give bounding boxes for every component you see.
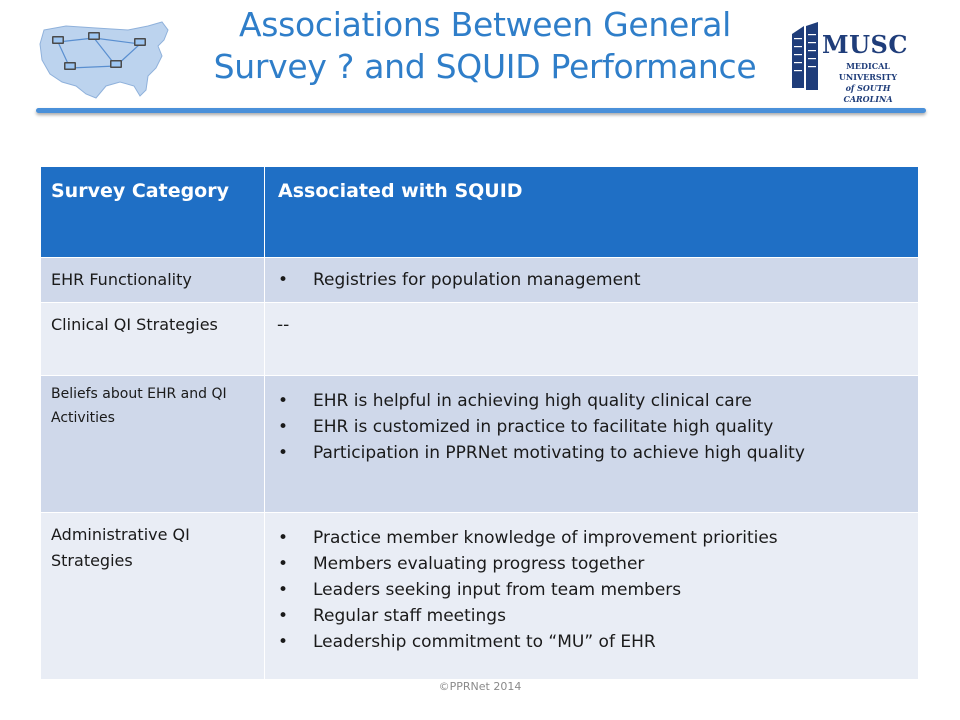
- table-header-row: [41, 167, 919, 258]
- survey-association-table: [40, 166, 919, 680]
- bullet-icon: •: [277, 554, 289, 574]
- bullet-icon: •: [277, 632, 289, 652]
- bullet-icon: •: [277, 528, 289, 548]
- table-row: [41, 303, 919, 376]
- list-item: • EHR is customized in practice to facilitate high quality: [277, 414, 918, 440]
- bullet-icon: •: [277, 580, 289, 600]
- list-item: • Members evaluating progress together: [277, 551, 918, 577]
- list-item: • Practice member knowledge of improvement priorities: [277, 525, 918, 551]
- bullet-icon: •: [277, 417, 289, 437]
- list-item: • Registries for population management: [277, 267, 918, 293]
- logo-subtitle: [820, 61, 916, 105]
- list-item: • Regular staff meetings: [277, 603, 918, 629]
- category-cell: Clinical QI Strategies: [41, 303, 265, 376]
- list-item: • Leaders seeking input from team members: [277, 577, 918, 603]
- category-cell: Administrative QI Strategies: [41, 513, 265, 680]
- logo-sub-line-2: of SOUTH CAROLINA: [843, 83, 893, 104]
- bullet-icon: •: [277, 270, 289, 290]
- header-associated-with-squid: Associated with SQUID: [265, 167, 919, 258]
- list-item: • Participation in PPRNet motivating to achieve high quality: [277, 440, 918, 466]
- title-line-2: Survey ? and SQUID Performance: [213, 47, 757, 86]
- bullet-icon: •: [277, 391, 289, 411]
- bullet-icon: •: [277, 443, 289, 463]
- category-cell: EHR Functionality: [41, 258, 265, 303]
- us-network-map-icon: [36, 16, 176, 108]
- table-row: [41, 258, 919, 303]
- table-row: [41, 513, 919, 680]
- title-line-1: Associations Between General: [238, 5, 732, 44]
- bullet-list: [265, 258, 918, 293]
- list-item: • Leadership commitment to “MU” of EHR: [277, 629, 918, 655]
- title-divider: [36, 108, 926, 113]
- associations-cell: [265, 513, 919, 680]
- no-association-text: --: [277, 315, 290, 335]
- bullet-list: [265, 513, 918, 655]
- copyright-footer: ©PPRNet 2014: [438, 680, 522, 693]
- table-row: [41, 376, 919, 513]
- logo-name: MUSC: [822, 30, 908, 59]
- associations-cell: [265, 258, 919, 303]
- associations-cell: [265, 376, 919, 513]
- associations-cell: [265, 303, 919, 376]
- logo-sub-line-1: MEDICAL UNIVERSITY: [838, 61, 898, 82]
- bullet-list: [265, 376, 918, 466]
- bullet-icon: •: [277, 606, 289, 626]
- header-survey-category: Survey Category: [41, 167, 265, 258]
- list-item: • EHR is helpful in achieving high quality clinical care: [277, 388, 918, 414]
- category-cell: Beliefs about EHR and QI Activities: [41, 376, 265, 513]
- page-title: [180, 4, 790, 88]
